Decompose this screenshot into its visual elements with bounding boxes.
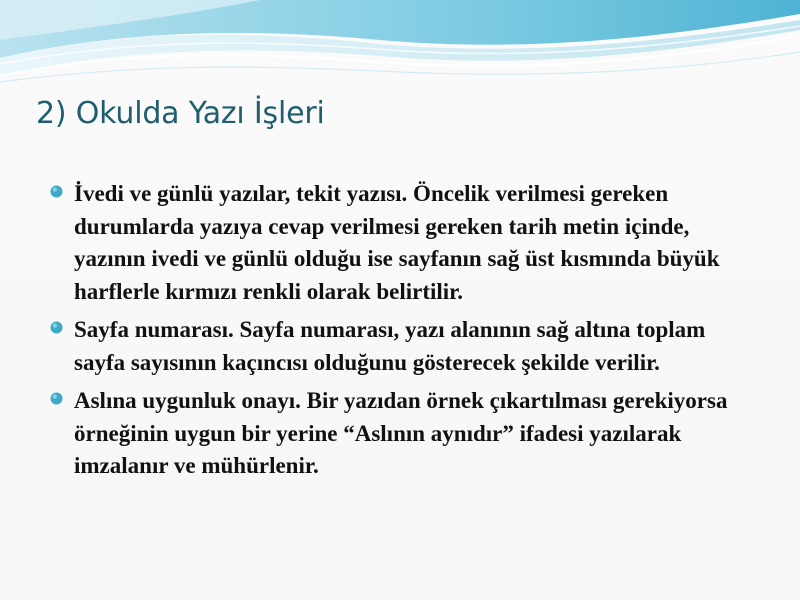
header-wave-decoration xyxy=(0,0,800,100)
bullet-item xyxy=(44,178,760,308)
bullet-dot-icon xyxy=(50,392,63,405)
bullet-text: İvedi ve günlü yazılar, tekit yazısı. Öncelik verilmesi gereken durumlarda yazıya cevap verilmesi gereken tarih metin içinde, yazının ivedi ve günlü olduğu ise sayfanın sağ üst kısmında büyük harflerle kırmızı renkli olarak belirtilir. xyxy=(74,181,720,304)
bullet-dot-icon xyxy=(50,321,63,334)
bullet-dot-icon xyxy=(50,185,63,198)
bullet-text: Sayfa numarası. Sayfa numarası, yazı alanının sağ altına toplam sayfa sayısının kaçıncısı olduğunu gösterecek şekilde verilir. xyxy=(74,317,706,375)
bullet-text: Aslına uygunluk onayı. Bir yazıdan örnek çıkartılması gerekiyorsa örneğinin uygun bir yerine “Aslının aynıdır” ifadesi yazılarak imzalanır ve mühürlenir. xyxy=(74,388,728,478)
bullet-item xyxy=(44,385,760,483)
bullet-list xyxy=(44,178,760,489)
bullet-item xyxy=(44,314,760,379)
slide-title: 2) Okulda Yazı İşleri xyxy=(36,96,325,131)
